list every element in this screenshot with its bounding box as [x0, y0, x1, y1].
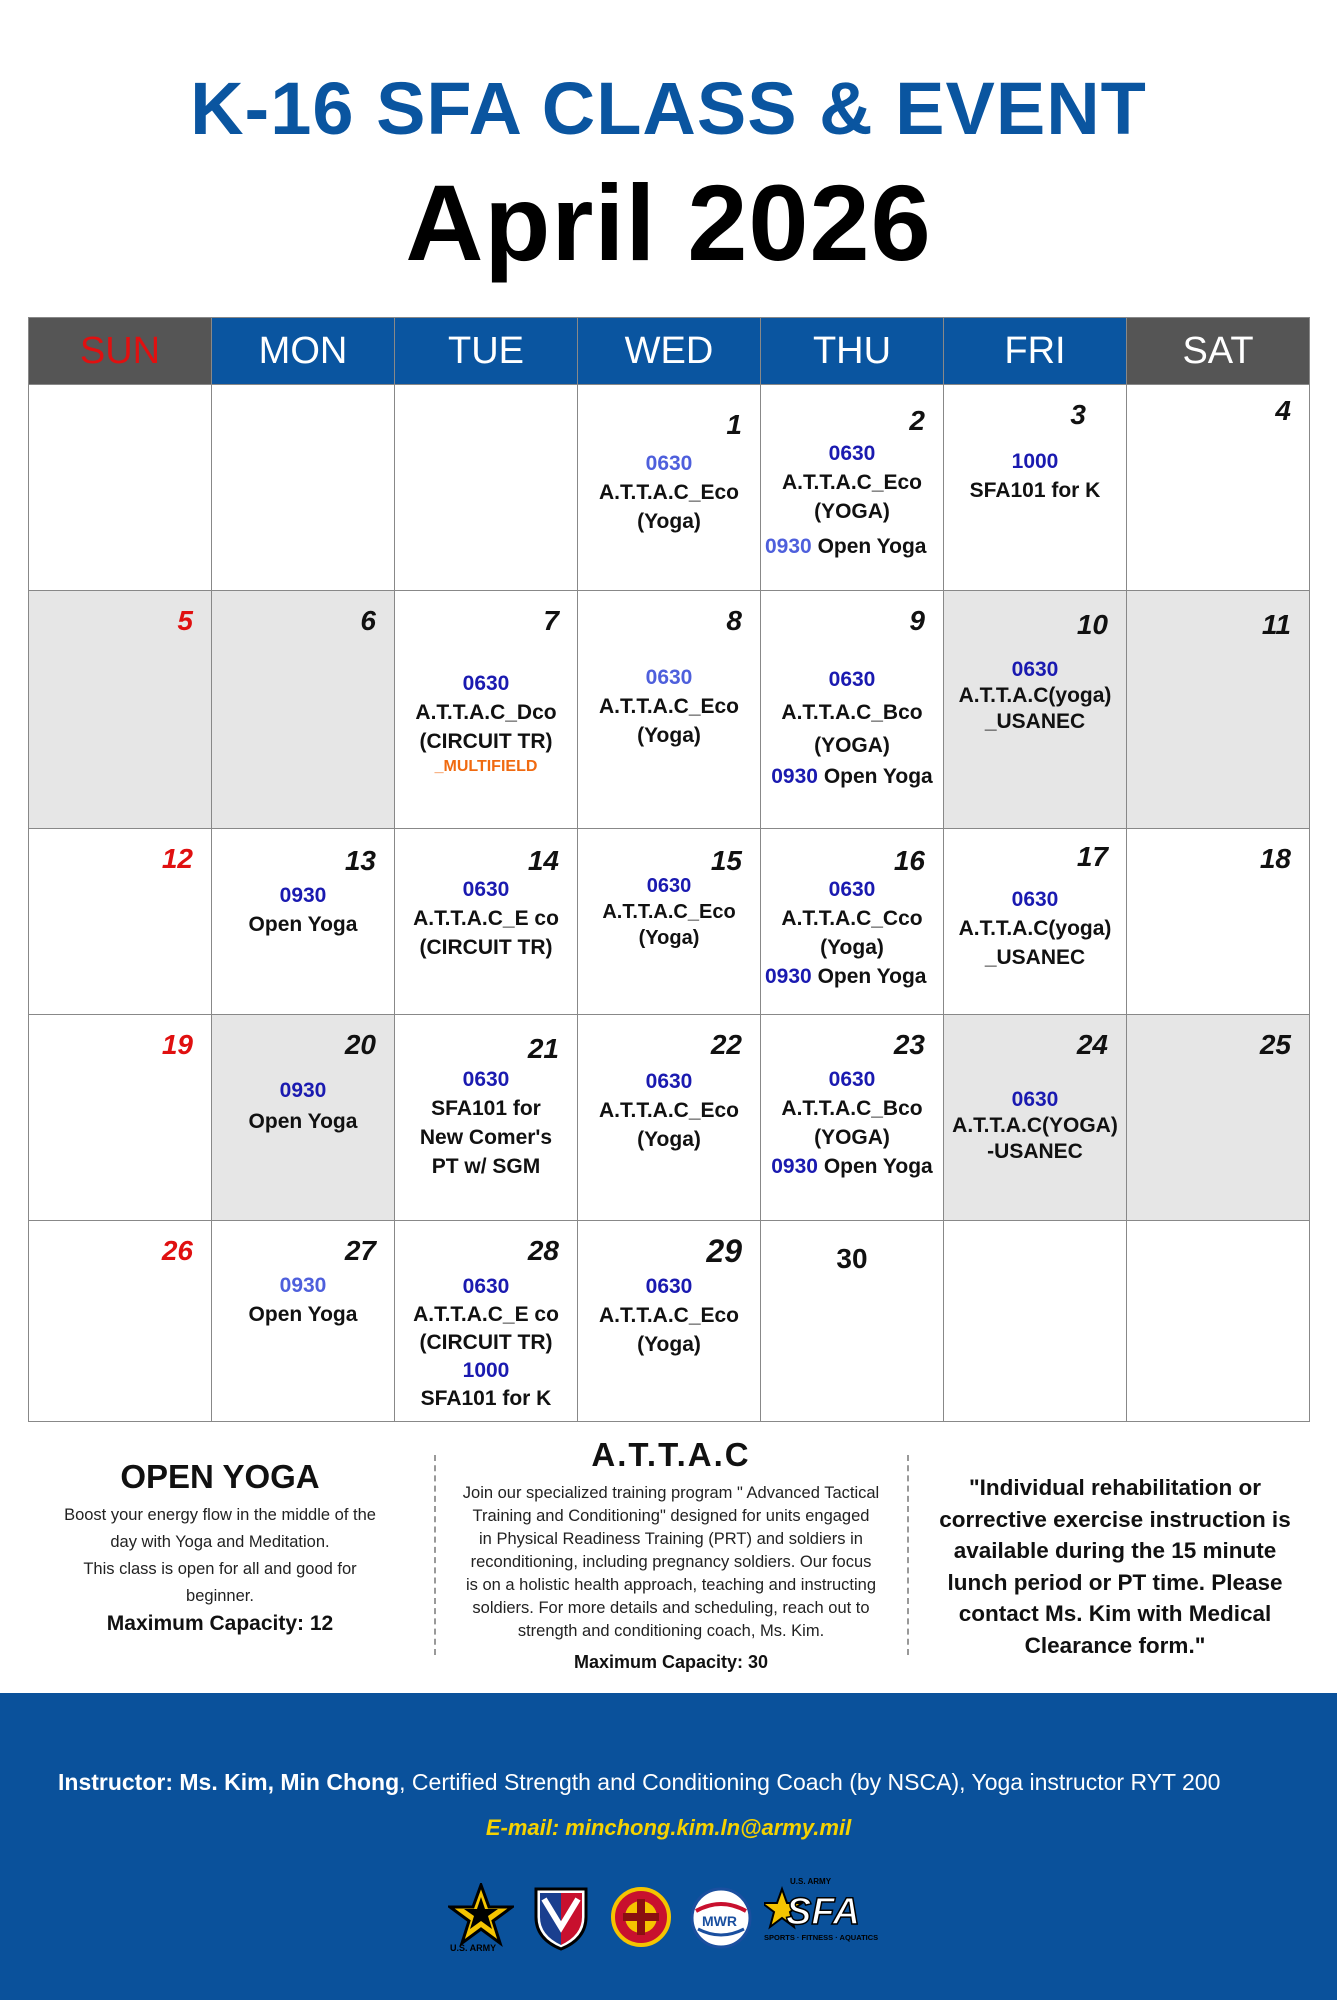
- day-cell: [578, 385, 761, 591]
- event: [399, 1273, 573, 1413]
- event-type: (Yoga): [637, 724, 701, 747]
- day-number: 25: [1259, 1029, 1291, 1060]
- day-cell: [395, 829, 578, 1015]
- day-number: 29: [706, 1233, 742, 1269]
- event-title: A.T.T.A.C_Bco: [781, 701, 923, 724]
- event: [399, 1065, 573, 1181]
- event-time: 0630: [646, 875, 692, 897]
- description-line: This class is open for all and good for: [83, 1560, 357, 1578]
- day-number: 20: [344, 1029, 376, 1060]
- event-type: (Yoga): [637, 1333, 701, 1356]
- event-title: Open Yoga: [823, 765, 933, 788]
- day-number: 19: [161, 1029, 193, 1060]
- day-number: 23: [893, 1029, 925, 1060]
- event-subtitle: New Comer's: [419, 1126, 553, 1149]
- event-time: 0630: [462, 878, 510, 901]
- event-type: (Yoga): [820, 936, 884, 959]
- event: [582, 873, 756, 951]
- day-cell: [29, 1221, 212, 1422]
- event: [765, 439, 939, 561]
- day-cell: [29, 829, 212, 1015]
- day-cell-empty: [29, 385, 212, 591]
- day-cell: [1127, 591, 1310, 829]
- description-line: day with Yoga and Meditation.: [110, 1533, 330, 1551]
- rehab-section: [925, 1472, 1305, 1661]
- event-type: (YOGA): [814, 500, 890, 523]
- notice-line: available during the 15 minute: [953, 1538, 1277, 1563]
- day-number: 3: [1070, 399, 1086, 430]
- day-cell: [578, 1015, 761, 1221]
- event-open-yoga: [765, 760, 939, 793]
- event: [216, 881, 390, 939]
- event-time: 0630: [828, 1068, 876, 1091]
- event-type: _USANEC: [984, 946, 1086, 969]
- day-cell: [1127, 1015, 1310, 1221]
- event-time: 0630: [1011, 888, 1059, 911]
- attac-heading: A.T.T.A.C: [591, 1436, 751, 1473]
- description-line: Boost your energy flow in the middle of the: [64, 1506, 376, 1524]
- day-cell: [761, 1221, 944, 1422]
- day-number: 13: [344, 845, 376, 876]
- event: [948, 1087, 1122, 1165]
- event-time: 1000: [1011, 450, 1059, 473]
- day-cell: [578, 829, 761, 1015]
- day-number: 16: [893, 845, 925, 876]
- event-time: 0630: [828, 668, 876, 691]
- day-cell: [761, 1015, 944, 1221]
- imcom-shield-logo: [528, 1883, 594, 1953]
- event-type: (Yoga): [638, 927, 700, 949]
- day-cell: [212, 829, 395, 1015]
- event: [948, 447, 1122, 505]
- event-time: 0930: [771, 1155, 818, 1178]
- attac-section: [446, 1436, 896, 1673]
- day-number: 30: [836, 1243, 868, 1274]
- attac-capacity: Maximum Capacity: 30: [573, 1652, 769, 1672]
- notice-line: corrective exercise instruction is: [939, 1506, 1291, 1532]
- rehab-notice: [925, 1472, 1305, 1661]
- event-title: A.T.T.A.C_Bco: [781, 1097, 923, 1120]
- event: [765, 663, 939, 793]
- day-number: 7: [543, 605, 559, 636]
- day-cell: [761, 829, 944, 1015]
- day-number: 11: [1261, 609, 1291, 640]
- day-cell: [578, 591, 761, 829]
- day-cell: [944, 385, 1127, 591]
- day-number: 24: [1076, 1029, 1108, 1060]
- event-title: SFA101 for K: [969, 479, 1101, 502]
- event-title: Open Yoga: [248, 913, 358, 936]
- event-title: A.T.T.A.C(yoga): [958, 917, 1112, 940]
- weekday-sun: SUN: [29, 318, 212, 385]
- event: [582, 1272, 756, 1359]
- event-time: 1000: [462, 1359, 510, 1382]
- day-number: 6: [360, 605, 376, 636]
- weekday-header-row: [29, 318, 1310, 385]
- day-number: 21: [527, 1033, 559, 1064]
- description-line: strength and conditioning coach, Ms. Kim.: [517, 1622, 825, 1640]
- event-time: 0630: [1011, 658, 1059, 681]
- description-line: in Physical Readiness Training (PRT) and soldiers in: [479, 1530, 863, 1548]
- open-yoga-capacity: Maximum Capacity: 12: [106, 1612, 334, 1635]
- day-cell: [29, 1015, 212, 1221]
- day-cell: [944, 1015, 1127, 1221]
- day-cell-empty: [944, 1221, 1127, 1422]
- event-title: Open Yoga: [823, 1155, 933, 1178]
- mwr-logo: [688, 1883, 754, 1953]
- event-title: A.T.T.A.C(YOGA): [952, 1114, 1118, 1137]
- event-time: 0630: [645, 1275, 693, 1298]
- page-title: K-16 SFA CLASS & EVENT: [190, 67, 1147, 150]
- day-number: 26: [161, 1235, 193, 1266]
- event-type: (YOGA): [814, 734, 890, 757]
- event-type: -USANEC: [987, 1140, 1083, 1163]
- description-line: soldiers. For more details and scheduling, reach out to: [472, 1599, 870, 1617]
- day-cell-empty: [1127, 1221, 1310, 1422]
- week-row: [29, 1221, 1310, 1422]
- event-time: 0630: [1011, 1088, 1059, 1111]
- event: [582, 663, 756, 750]
- day-cell: [395, 591, 578, 829]
- day-cell: [395, 1015, 578, 1221]
- event-title: A.T.T.A.C_E co: [413, 907, 559, 930]
- event-title: Open Yoga: [248, 1110, 358, 1133]
- event-time: 0930: [279, 1274, 327, 1297]
- event: [765, 1065, 939, 1181]
- event-title: SFA101 for: [431, 1097, 541, 1120]
- event: [765, 875, 939, 991]
- open-yoga-section: [40, 1458, 400, 1636]
- instructor-info: [58, 1769, 1220, 1796]
- sfa-logo-text: SFA: [786, 1891, 860, 1933]
- event-time: 0630: [828, 442, 876, 465]
- event-title: A.T.T.A.C_Eco: [598, 695, 740, 718]
- event-open-yoga: [765, 1152, 939, 1181]
- event-time: 0630: [645, 1070, 693, 1093]
- day-number: 4: [1275, 395, 1291, 426]
- day-cell-empty: [395, 385, 578, 591]
- event: [948, 657, 1122, 735]
- event-time: 0630: [462, 1275, 510, 1298]
- day-cell-empty: [212, 385, 395, 591]
- mwr-logo-label: MWR: [702, 1913, 737, 1929]
- day-cell: [212, 1015, 395, 1221]
- day-cell: [944, 591, 1127, 829]
- event: [582, 449, 756, 536]
- event-type: (CIRCUIT TR): [419, 936, 553, 959]
- event-title: A.T.T.A.C_Eco: [781, 471, 923, 494]
- attac-description: [446, 1482, 896, 1643]
- event-title: Open Yoga: [817, 965, 927, 988]
- day-number: 18: [1259, 843, 1291, 874]
- week-row: [29, 829, 1310, 1015]
- event-time: 0630: [828, 878, 876, 901]
- sfa-logo-top: U.S. ARMY: [790, 1877, 832, 1886]
- day-number: 8: [726, 605, 742, 636]
- weekday-wed: WED: [578, 318, 761, 385]
- event-title: A.T.T.A.C_E co: [413, 1303, 559, 1326]
- day-number: 12: [161, 843, 193, 874]
- event: [216, 1075, 390, 1137]
- event-title: A.T.T.A.C_Eco: [602, 901, 736, 923]
- day-number: 1: [726, 409, 742, 440]
- day-cell: [212, 1221, 395, 1422]
- week-row: [29, 591, 1310, 829]
- day-cell: [761, 385, 944, 591]
- day-number: 14: [527, 845, 559, 876]
- event-title: A.T.T.A.C_Eco: [598, 1099, 740, 1122]
- event-type: (YOGA): [814, 1126, 890, 1149]
- event-detail: PT w/ SGM: [431, 1155, 541, 1178]
- day-cell: [578, 1221, 761, 1422]
- event-time: 0630: [462, 672, 510, 695]
- us-army-logo-label: U.S. ARMY: [450, 1943, 497, 1953]
- day-cell: [29, 591, 212, 829]
- day-cell: [944, 829, 1127, 1015]
- day-number: 28: [527, 1235, 559, 1266]
- sfa-logo-subtitle: SPORTS · FITNESS · AQUATICS: [764, 1933, 879, 1942]
- event-time: 0930: [765, 535, 812, 558]
- day-cell: [1127, 829, 1310, 1015]
- event: [216, 1271, 390, 1329]
- notice-line: contact Ms. Kim with Medical: [958, 1601, 1272, 1626]
- week-row: [29, 1015, 1310, 1221]
- event-location: _MULTIFIELD: [434, 758, 538, 775]
- weekday-mon: MON: [212, 318, 395, 385]
- event-time: 0930: [771, 765, 818, 788]
- week-row: [29, 385, 1310, 591]
- event-title: Open Yoga: [817, 535, 927, 558]
- event-open-yoga: [765, 962, 939, 991]
- description-line: beginner.: [186, 1587, 254, 1605]
- footer: [0, 1693, 1337, 2000]
- garrison-crest-logo: [608, 1883, 674, 1953]
- open-yoga-description: [40, 1502, 400, 1610]
- day-number: 2: [909, 405, 925, 436]
- calendar-grid: [28, 317, 1310, 1422]
- section-divider: [907, 1455, 909, 1655]
- description-line: reconditioning, including pregnancy soldiers. Our focus: [470, 1553, 872, 1571]
- event: [948, 885, 1122, 972]
- event-type: (CIRCUIT TR): [419, 1331, 553, 1354]
- day-number: 10: [1076, 609, 1108, 640]
- event-title: SFA101 for K: [420, 1387, 552, 1410]
- event-time: 0630: [462, 1068, 510, 1091]
- event-time: 0930: [279, 1079, 327, 1102]
- instructor-credentials: , Certified Strength and Conditioning Coach (by NSCA), Yoga instructor RYT 200: [399, 1769, 1221, 1795]
- day-cell: [212, 591, 395, 829]
- event-time: 0930: [765, 965, 812, 988]
- day-number: 15: [710, 845, 742, 876]
- event-title: A.T.T.A.C_Dco: [415, 701, 557, 724]
- event-title: A.T.T.A.C_Cco: [781, 907, 923, 930]
- event-time: 0630: [645, 666, 693, 689]
- description-line: is on a holistic health approach, teaching and instructing: [465, 1576, 876, 1594]
- month-title: April 2026: [405, 162, 932, 283]
- us-army-logo: [448, 1883, 514, 1953]
- description-line: Join our specialized training program " Advanced Tactical: [462, 1484, 880, 1502]
- day-cell: [1127, 385, 1310, 591]
- description-line: Training and Conditioning" designed for units engaged: [472, 1507, 870, 1525]
- open-yoga-heading: OPEN YOGA: [120, 1458, 320, 1495]
- day-number: 27: [344, 1235, 376, 1266]
- event-type: (Yoga): [637, 510, 701, 533]
- event-time: 0630: [645, 452, 693, 475]
- contact-email[interactable]: E-mail: minchong.kim.ln@army.mil: [485, 1815, 852, 1840]
- crest-icon: [608, 1883, 674, 1953]
- event-time: 0930: [279, 884, 327, 907]
- event-type: _USANEC: [984, 710, 1086, 733]
- notice-line: Clearance form.": [1024, 1632, 1206, 1658]
- shield-icon: [528, 1883, 594, 1953]
- event-type: (Yoga): [637, 1128, 701, 1151]
- event: [399, 669, 573, 778]
- event: [582, 1067, 756, 1154]
- weekday-sat: SAT: [1127, 318, 1310, 385]
- event-type: (CIRCUIT TR): [419, 730, 553, 753]
- event-title: A.T.T.A.C_Eco: [598, 481, 740, 504]
- sfa-logo: [764, 1877, 879, 1953]
- event-title: A.T.T.A.C_Eco: [598, 1304, 740, 1327]
- day-number: 5: [177, 605, 193, 636]
- notice-line: lunch period or PT time. Please: [947, 1569, 1283, 1595]
- instructor-name: Instructor: Ms. Kim, Min Chong: [58, 1769, 400, 1795]
- event-open-yoga: [765, 532, 939, 561]
- day-number: 22: [710, 1029, 742, 1060]
- day-cell: [761, 591, 944, 829]
- weekday-tue: TUE: [395, 318, 578, 385]
- day-number: 17: [1076, 841, 1108, 872]
- event-title: A.T.T.A.C(yoga): [958, 684, 1112, 707]
- day-cell: [395, 1221, 578, 1422]
- weekday-fri: FRI: [944, 318, 1127, 385]
- event-title: Open Yoga: [248, 1303, 358, 1326]
- section-divider: [434, 1455, 436, 1655]
- day-number: 9: [909, 605, 925, 636]
- event: [399, 875, 573, 962]
- notice-line: "Individual rehabilitation or: [969, 1475, 1261, 1500]
- weekday-thu: THU: [761, 318, 944, 385]
